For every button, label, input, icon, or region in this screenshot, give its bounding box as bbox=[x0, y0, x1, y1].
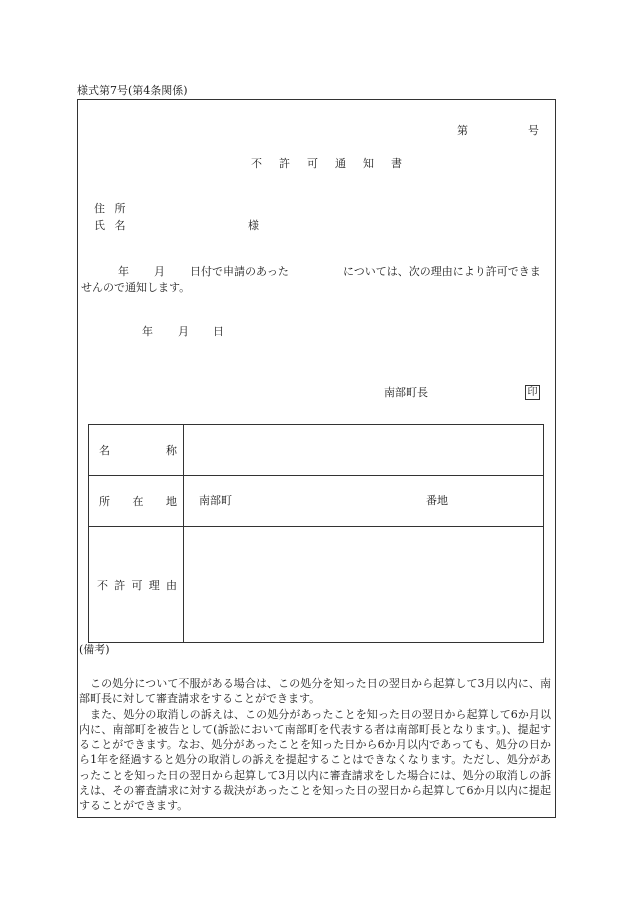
label-char: 由 bbox=[166, 578, 177, 592]
notes-paragraph: また、処分の取消しの訴えは、この処分があったことを知った日の翌日から起算して6か月以内に、南部町を被告として(訴訟において南部町を代表する者は南部町長となります。)、提起することができます。なお、処分があったことを知った日から6か月以内であっても、処分の日から1年を経過すると処分の取消しの訴えを提起することはできなくなります。ただし、処分があったことを知った日の翌日から起算して3月以内に審査請求をした場合には、処分の取消しの訴えは、その審査請求に対する裁決があったことを知った日の翌日から起算して6か月以内に提起することができます。 bbox=[79, 707, 551, 813]
title-char: 可 bbox=[307, 157, 318, 170]
location-town: 南部町 bbox=[199, 494, 232, 507]
label-char: 地 bbox=[166, 495, 177, 508]
document-title bbox=[251, 157, 402, 171]
notes-heading: (備考) bbox=[79, 643, 110, 656]
body-day-text: 日付で申請のあった bbox=[190, 265, 289, 278]
issue-day: 日 bbox=[213, 325, 224, 338]
body-line2: せんので通知します。 bbox=[81, 281, 191, 294]
honorific: 様 bbox=[248, 219, 259, 232]
table-row-name bbox=[89, 425, 544, 476]
location-banchi: 番地 bbox=[426, 494, 448, 507]
title-char: 不 bbox=[251, 157, 262, 170]
reason-cell-label bbox=[89, 527, 184, 643]
info-table bbox=[88, 424, 544, 643]
issue-month: 月 bbox=[178, 325, 189, 338]
title-char: 通 bbox=[335, 157, 346, 170]
label-char: 不 bbox=[97, 578, 108, 592]
label-char: 所 bbox=[99, 495, 110, 508]
title-char: 許 bbox=[279, 157, 290, 170]
title-char: 知 bbox=[363, 157, 374, 170]
issue-year: 年 bbox=[142, 325, 153, 338]
name-cell-label bbox=[89, 425, 184, 476]
name-label: 氏 名 bbox=[94, 219, 126, 232]
seal-box: 印 bbox=[525, 385, 540, 400]
location-value-cell bbox=[184, 476, 544, 527]
notes-paragraph: この処分について不服がある場合は、この処分を知った日の翌日から起算して3月以内に、南部町長に対して審査請求をすることができます。 bbox=[79, 677, 551, 706]
body-month: 月 bbox=[154, 265, 165, 278]
body-year: 年 bbox=[118, 265, 129, 278]
label-char: 可 bbox=[131, 578, 143, 592]
doc-number-dai: 第 bbox=[457, 124, 468, 137]
reason-value-cell bbox=[184, 527, 544, 643]
table-row-location bbox=[89, 476, 544, 527]
label-char: 名 bbox=[99, 444, 110, 457]
form-number: 様式第7号(第4条関係) bbox=[77, 84, 188, 97]
notes-body bbox=[79, 676, 551, 814]
seal-mark bbox=[525, 385, 540, 400]
name-value-cell bbox=[184, 425, 544, 476]
label-char: 理 bbox=[148, 578, 160, 592]
label-char: 許 bbox=[114, 578, 126, 592]
location-cell-label bbox=[89, 476, 184, 527]
label-char: 称 bbox=[166, 444, 177, 457]
label-char: 在 bbox=[132, 495, 144, 508]
issuer-title: 南部町長 bbox=[384, 386, 428, 399]
table-row-reason bbox=[89, 527, 544, 643]
doc-number-go: 号 bbox=[528, 124, 539, 137]
body-reason-text: については、次の理由により許可できま bbox=[343, 265, 541, 278]
title-char: 書 bbox=[391, 157, 402, 170]
address-label: 住 所 bbox=[94, 202, 126, 215]
